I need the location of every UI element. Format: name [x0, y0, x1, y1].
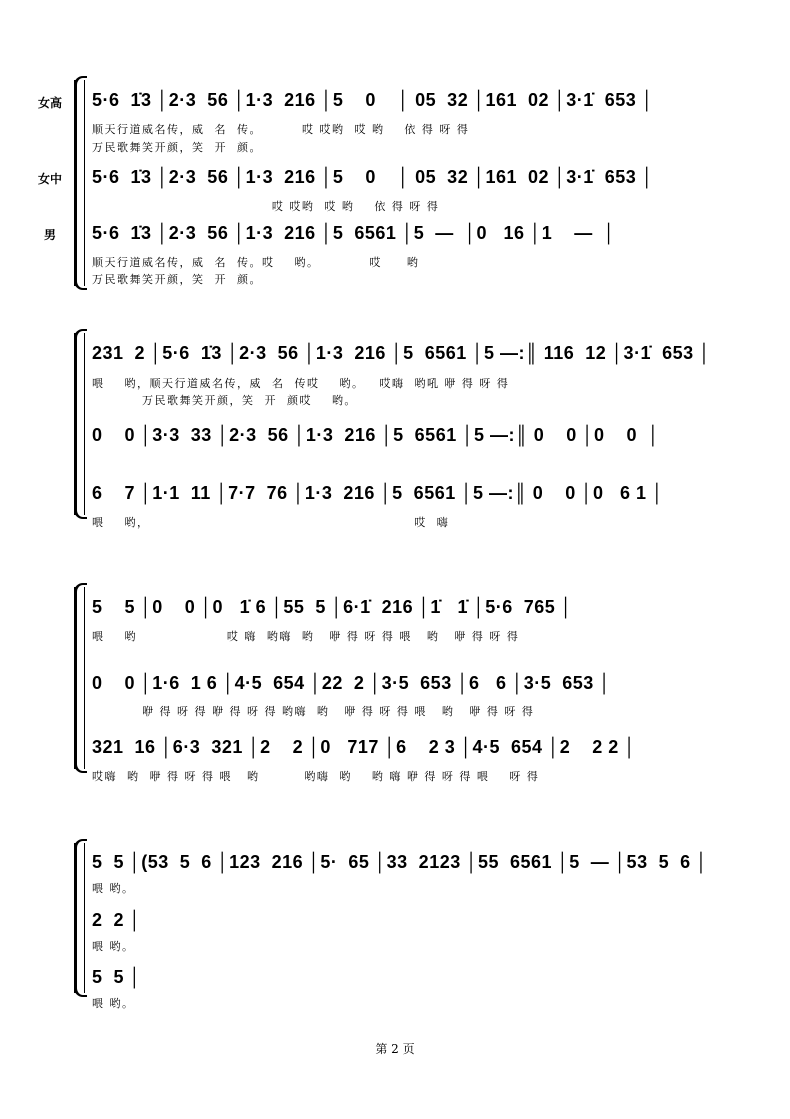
notes-male: 5 5 │	[92, 967, 142, 987]
notes-alto: 2 2 │	[92, 910, 142, 930]
notes-male: 6 7 │1·1 11 │7·7 76 │1·3 216 │5 6561 │5 —:║ 0 0 │0 6 1 │	[92, 483, 664, 503]
page-number: 第 2 页	[375, 1042, 415, 1056]
lyrics-male-1: 哎嗨 哟 咿 得 呀 得 喂 哟 哟嗨 哟 哟 嗨 咿 得 呀 得 喂 呀 得	[92, 770, 540, 783]
lyrics-alto-1: 哎 哎哟 哎 哟 依 得 呀 得	[92, 200, 440, 213]
lyrics-male-1: 顺天行道威名传，威 名 传。哎 哟。 哎 哟	[92, 256, 420, 269]
notes-soprano: 5 5 │(53 5 6 │123 216 │5· 65 │33 2123 │55 6561 │5 — │53 5 6 │	[92, 852, 708, 872]
notes-soprano: 231 2 │5·6 1̇3 │2·3 56 │1·3 216 │5 6561 │5 —:║ 116 12 │3·1̇ 653 │	[92, 343, 711, 363]
system-bar	[84, 587, 85, 769]
notes-alto: 0 0 │1·6 1 6 │4·5 654 │22 2 │3·5 653 │6 6 │3·5 653 │	[92, 673, 612, 693]
system-brace	[74, 587, 77, 769]
lyrics-alto-1: 咿 得 呀 得 咿 得 呀 得 哟嗨 哟 咿 得 呀 得 喂 哟 咿 得 呀 得	[92, 705, 535, 718]
lyrics-soprano-1: 顺天行道威名传，威 名 传。 哎 哎哟 哎 哟 依 得 呀 得	[92, 123, 470, 136]
lyrics-male-2: 万民歌舞笑开颜，笑 开 颜。	[92, 273, 262, 286]
system-bar	[84, 843, 85, 993]
notes-soprano: 5·6 1̇3 │2·3 56 │1·3 216 │5 0 │ 05 32 │161 02 │3·1̇ 653 │	[92, 90, 654, 110]
lyrics-male-1: 喂 哟。	[92, 997, 135, 1010]
lyrics-male-1: 喂 哟， 哎 嗨	[92, 516, 450, 529]
system-bar	[84, 333, 85, 515]
notes-male: 321 16 │6·3 321 │2 2 │0 717 │6 2 3 │4·5 654 │2 2 2 │	[92, 737, 637, 757]
system-brace	[74, 80, 77, 286]
lyrics-soprano-1: 喂 哟。	[92, 882, 135, 895]
part-label-alto: 女中	[38, 172, 63, 186]
notes-soprano: 5 5 │0 0 │0 1̇ 6 │55 5 │6·1̇ 216 │1̇ 1̇ │5·6 765 │	[92, 597, 573, 617]
lyrics-soprano-2: 万民歌舞笑开颜，笑 开 颜哎 哟。	[92, 394, 357, 407]
lyrics-soprano-1: 喂 哟 哎 嗨 哟嗨 哟 咿 得 呀 得 喂 哟 咿 得 呀 得	[92, 630, 520, 643]
lyrics-soprano-2: 万民歌舞笑开颜，笑 开 颜。	[92, 141, 262, 154]
lyrics-soprano-1: 喂 哟，顺天行道威名传，威 名 传哎 哟。 哎嗨 哟吼 咿 得 呀 得	[92, 377, 510, 390]
part-label-male: 男	[44, 228, 57, 242]
lyrics-alto-1: 喂 哟。	[92, 940, 135, 953]
system-brace	[74, 843, 77, 993]
system-brace	[74, 333, 77, 515]
part-label-soprano: 女高	[38, 96, 63, 110]
system-bar	[84, 80, 85, 286]
notes-alto: 5·6 1̇3 │2·3 56 │1·3 216 │5 0 │ 05 32 │161 02 │3·1̇ 653 │	[92, 167, 654, 187]
notes-male: 5·6 1̇3 │2·3 56 │1·3 216 │5 6561 │5 — │0 16 │1 — │	[92, 223, 616, 243]
notes-alto: 0 0 │3·3 33 │2·3 56 │1·3 216 │5 6561 │5 —:║ 0 0 │0 0 │	[92, 425, 660, 445]
